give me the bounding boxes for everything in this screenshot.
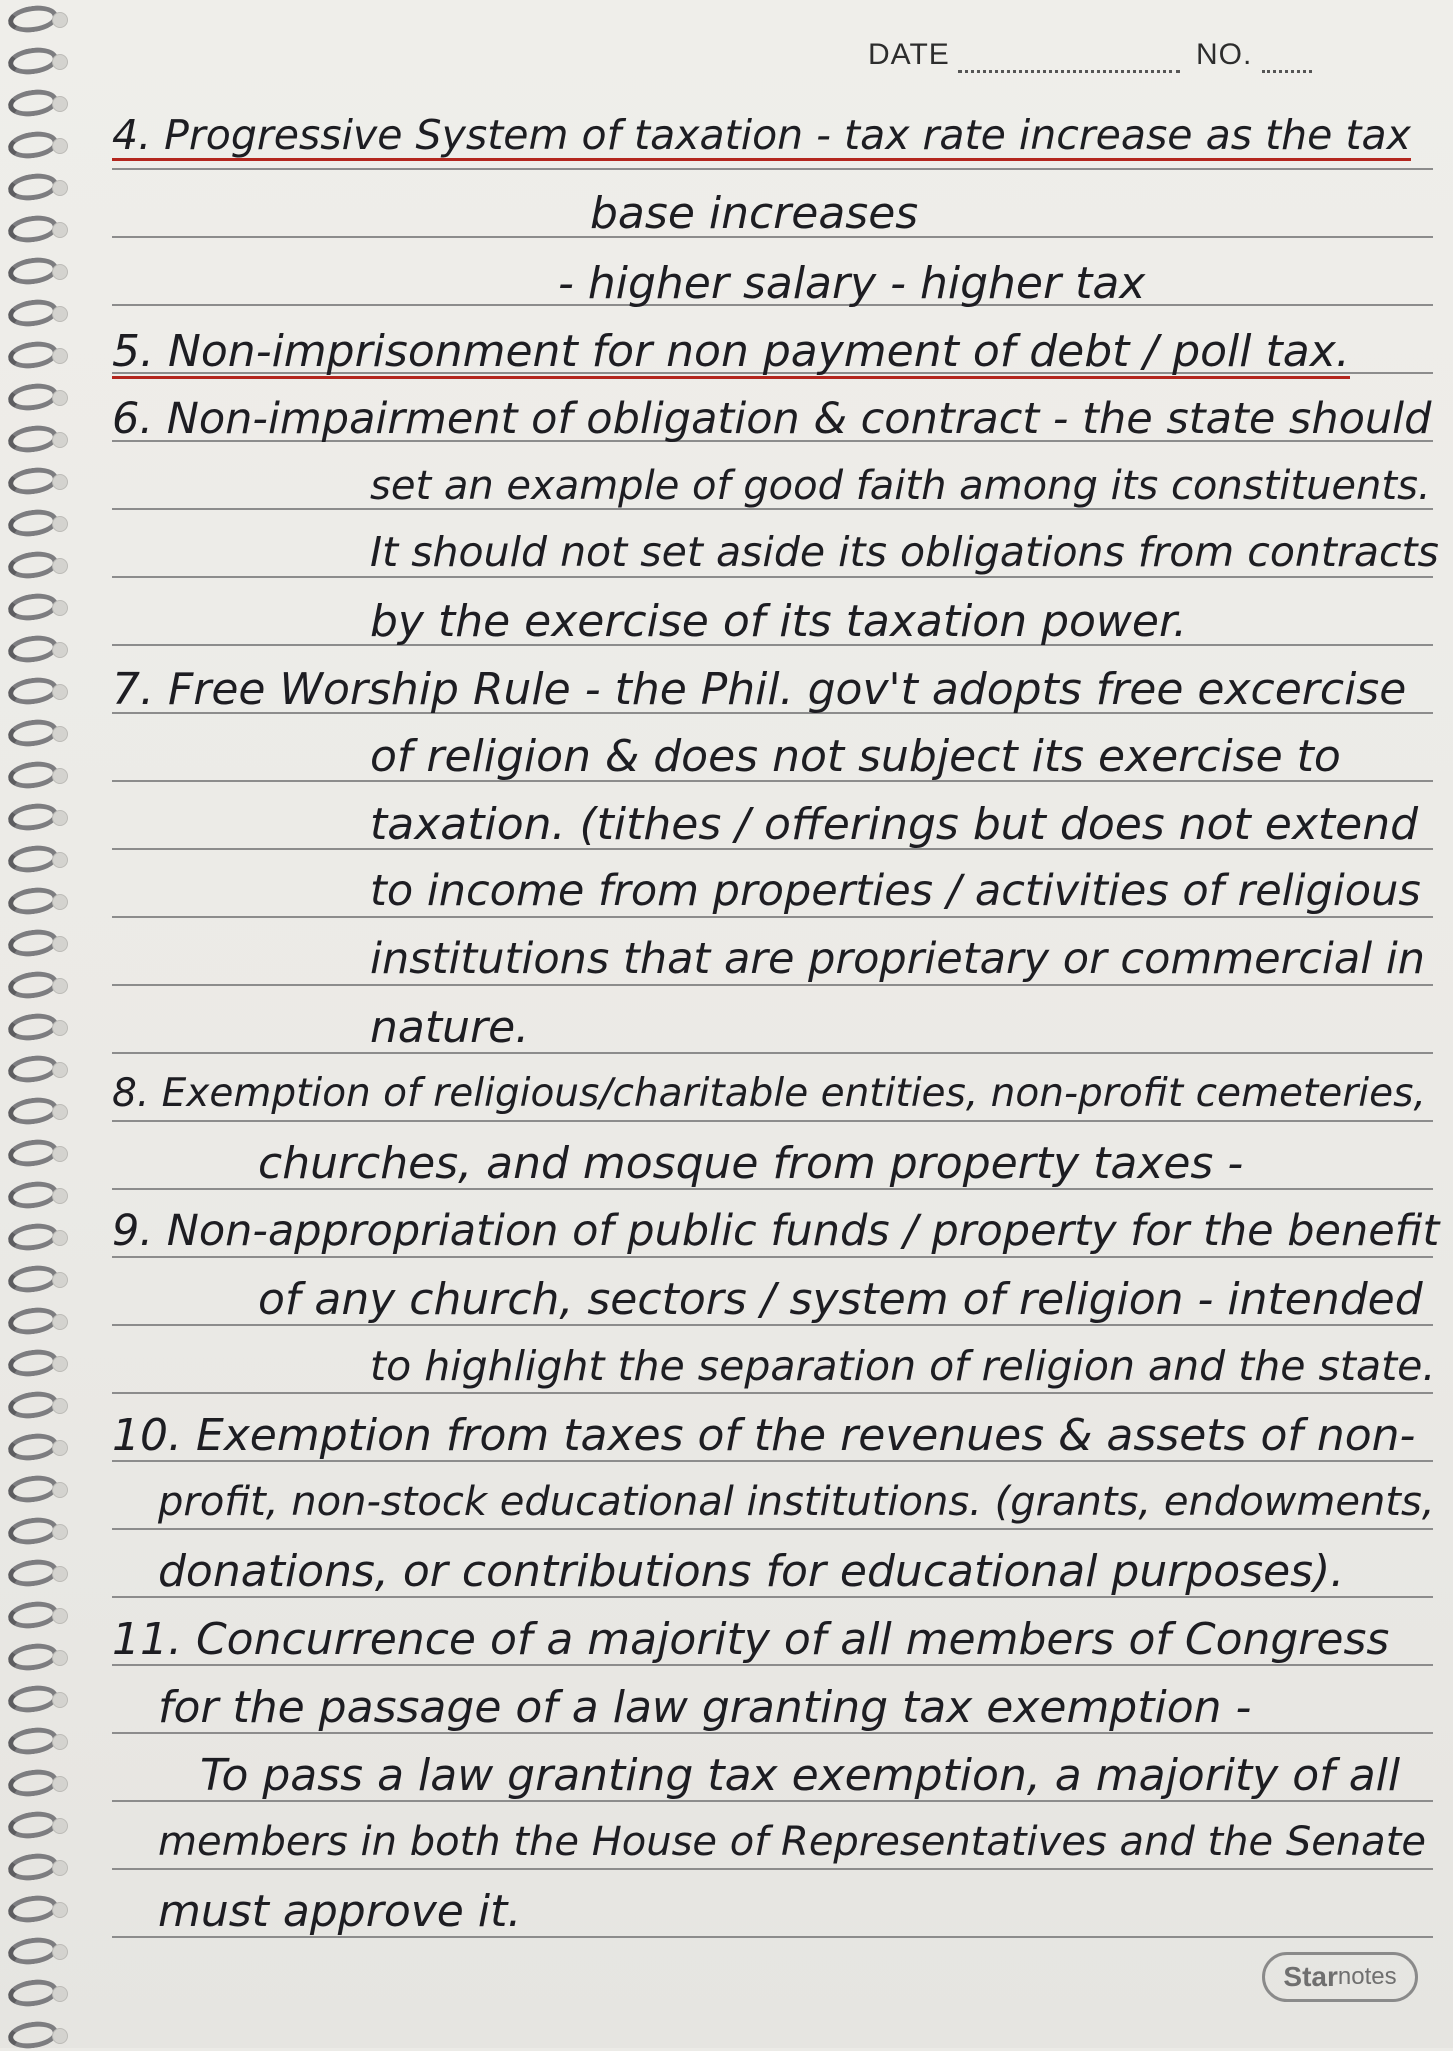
punch-hole — [52, 1566, 68, 1582]
note-line: - higher salary - higher tax — [558, 258, 1146, 309]
number-field-line — [1262, 70, 1312, 73]
punch-hole — [52, 1986, 68, 2002]
punch-hole — [52, 390, 68, 406]
punch-hole — [52, 516, 68, 532]
note-line: 9. Non-appropriation of public funds / property for the benefit — [112, 1206, 1440, 1256]
punch-hole — [52, 1020, 68, 1036]
punch-hole — [52, 852, 68, 868]
punch-hole — [52, 936, 68, 952]
punch-hole — [52, 1650, 68, 1666]
ruled-line — [112, 1528, 1433, 1530]
ruled-line — [112, 1120, 1433, 1122]
ruled-line — [112, 168, 1433, 170]
punch-hole — [52, 96, 68, 112]
punch-hole — [52, 894, 68, 910]
punch-hole — [52, 1902, 68, 1918]
punch-hole — [52, 1146, 68, 1162]
punch-hole — [52, 1692, 68, 1708]
punch-hole — [52, 180, 68, 196]
note-line: by the exercise of its taxation power. — [370, 596, 1188, 647]
note-line: profit, non-stock educational institutions. (grants, endowments, — [158, 1479, 1435, 1525]
ruled-line — [112, 984, 1433, 986]
note-line: churches, and mosque from property taxes - — [258, 1138, 1244, 1189]
punch-hole — [52, 1776, 68, 1792]
note-line: set an example of good faith among its constituents. — [370, 463, 1431, 509]
logo-brand-bold: Star — [1283, 1961, 1338, 1992]
note-line: donations, or contributions for educational purposes). — [158, 1546, 1345, 1597]
ruled-line — [112, 1256, 1433, 1258]
punch-hole — [52, 222, 68, 238]
note-line: 6. Non-impairment of obligation & contract - the state should — [112, 394, 1432, 444]
date-field-line — [958, 70, 1180, 73]
note-line: It should not set aside its obligations from contracts — [370, 528, 1439, 576]
punch-hole — [52, 1230, 68, 1246]
punch-hole — [52, 642, 68, 658]
ruled-line — [112, 1052, 1433, 1054]
logo-brand-light: notes — [1337, 1963, 1397, 1990]
note-line: 5. Non-imprisonment for non payment of debt / poll tax. — [112, 326, 1350, 377]
punch-hole — [52, 768, 68, 784]
punch-hole — [52, 1482, 68, 1498]
note-line: nature. — [370, 1002, 530, 1053]
punch-hole — [52, 684, 68, 700]
punch-hole — [52, 1440, 68, 1456]
punch-hole — [52, 1524, 68, 1540]
punch-hole — [52, 1104, 68, 1120]
punch-hole — [52, 54, 68, 70]
punch-hole — [52, 1734, 68, 1750]
date-label: DATE — [868, 38, 950, 71]
note-line: members in both the House of Representatives and the Senate — [158, 1819, 1426, 1865]
punch-hole — [52, 1272, 68, 1288]
punch-hole — [52, 810, 68, 826]
note-line: to income from properties / activities of religious — [370, 866, 1421, 916]
note-line: of any church, sectors / system of religion - intended — [258, 1274, 1423, 1325]
punch-hole — [52, 600, 68, 616]
punch-hole — [52, 348, 68, 364]
punch-hole — [52, 2028, 68, 2044]
punch-hole — [52, 1608, 68, 1624]
note-line: 7. Free Worship Rule - the Phil. gov't adopts free excercise — [112, 664, 1407, 715]
punch-hole — [52, 474, 68, 490]
note-line: To pass a law granting tax exemption, a majority of all — [200, 1750, 1401, 1801]
punch-hole — [52, 1398, 68, 1414]
punch-hole — [52, 12, 68, 28]
note-line: must approve it. — [158, 1886, 522, 1937]
spiral-binding — [0, 0, 78, 2048]
punch-hole — [52, 558, 68, 574]
ruled-line — [112, 1868, 1433, 1870]
punch-hole — [52, 1356, 68, 1372]
punch-hole — [52, 1944, 68, 1960]
ruled-line — [112, 576, 1433, 578]
punch-hole — [52, 264, 68, 280]
note-line: of religion & does not subject its exercise to — [370, 731, 1341, 782]
note-line: for the passage of a law granting tax exemption - — [158, 1682, 1252, 1733]
note-line: 8. Exemption of religious/charitable entities, non-profit cemeteries, — [112, 1071, 1426, 1116]
punch-hole — [52, 306, 68, 322]
punch-hole — [52, 1314, 68, 1330]
note-line: 10. Exemption from taxes of the revenues & assets of non- — [112, 1410, 1416, 1461]
punch-hole — [52, 432, 68, 448]
ruled-line — [112, 916, 1433, 918]
punch-hole — [52, 1062, 68, 1078]
note-line: institutions that are proprietary or commercial in — [370, 934, 1426, 984]
ruled-line — [112, 1392, 1433, 1394]
number-label: NO. — [1196, 38, 1253, 71]
punch-hole — [52, 726, 68, 742]
note-line: 11. Concurrence of a majority of all members of Congress — [112, 1614, 1390, 1665]
punch-hole — [52, 138, 68, 154]
note-line: taxation. (tithes / offerings but does not extend — [370, 799, 1419, 850]
punch-hole — [52, 1860, 68, 1876]
note-line: base increases — [590, 188, 919, 239]
punch-hole — [52, 1818, 68, 1834]
punch-hole — [52, 978, 68, 994]
punch-hole — [52, 1188, 68, 1204]
starnotes-logo — [1262, 1952, 1418, 2002]
note-line: 4. Progressive System of taxation - tax rate increase as the tax — [112, 111, 1411, 159]
note-line: to highlight the separation of religion and the state. — [370, 1342, 1436, 1390]
